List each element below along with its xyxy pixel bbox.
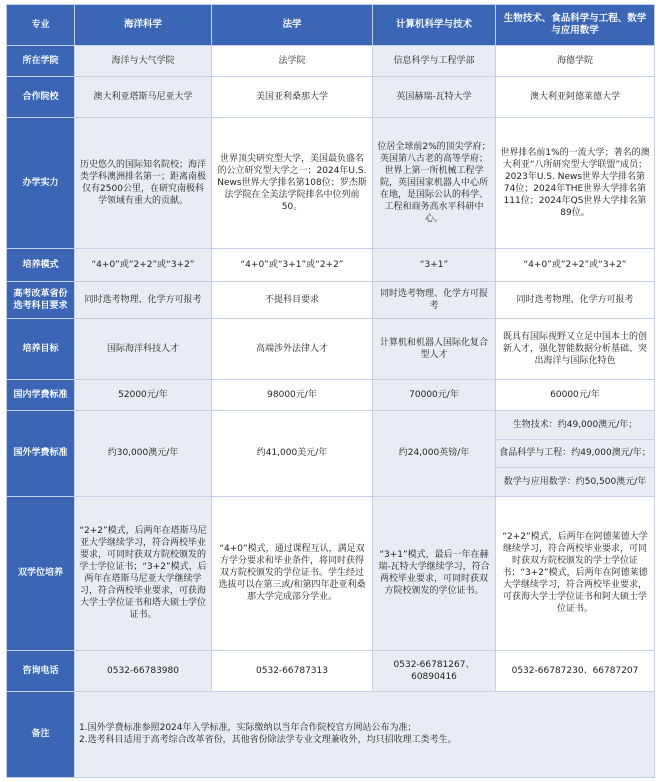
row-label: 培养目标 [7, 318, 75, 380]
foreign-fee-multi-cell [496, 410, 655, 496]
fee-line-biotech: 生物技术：约49,000澳元/年； [496, 411, 654, 440]
note-line-2: 2.选考科目适用于高考综合改革省份，其他省份除法学专业文理兼收外，均只招收理工类考生。 [79, 735, 457, 746]
row-phone [7, 650, 655, 691]
header-col-biotech-food-math: 生物技术、食品科学与工程、数学与应用数学 [496, 5, 655, 46]
table-cell: “3+1”模式，最后一年在赫瑞-瓦特大学继续学习，符合两校毕业要求，可同时获双方院校颁发的学位证书。 [373, 497, 496, 651]
header-col-marine-science: 海洋科学 [75, 5, 212, 46]
row-label: 备注 [7, 691, 75, 777]
table-cell: 52000元/年 [75, 380, 212, 411]
header-col-law: 法学 [212, 5, 373, 46]
header-col-computer-science: 计算机科学与技术 [373, 5, 496, 46]
table-cell: 澳大利亚阿德莱德大学 [496, 76, 655, 117]
row-domestic-fee [7, 380, 655, 411]
table-cell: “2+2”模式，后两年在阿德莱德大学继续学习，符合两校毕业要求，可同时获双方院校颁发的学士学位证书；“3+2”模式，后两年在阿德莱德大学继续学习，符合两校毕业要求，可获海大学士学位证书和阿大硕士学位证书。 [496, 497, 655, 651]
table-cell: 世界顶尖研究型大学，美国最负盛名的公立研究型大学之一；2024年U.S. News世界大学排名第108位；罗杰斯法学院在全美法学院排名中位列前50。 [212, 117, 373, 248]
row-label: 国内学费标准 [7, 380, 75, 411]
table-cell: 历史悠久的国际知名院校；海洋类学科澳洲排名第一；距离南极仅有2500公里，在研究南极科学领域有重大的贡献。 [75, 117, 212, 248]
table-cell: “2+2”模式，后两年在塔斯马尼亚大学继续学习，符合两校毕业要求，可同时获双方院校颁发的学士学位证书；“3+2”模式，后两年在塔斯马尼亚大学继续学习，符合两校毕业要求，可获海大学士学位证书和塔大硕士学位证书。 [75, 497, 212, 651]
header-row [7, 5, 655, 46]
table-cell: 海洋与大气学院 [75, 46, 212, 77]
table-cell: 60000元/年 [496, 380, 655, 411]
row-label: 咨询电话 [7, 650, 75, 691]
table-cell: 世界排名前1%的一流大学；著名的澳大利亚“八所研究型大学联盟”成员；2023年U.S. News世界大学排名第74位；2024年THE世界大学排名第111位；2024年QS世界大学排名第89位。 [496, 117, 655, 248]
notes-cell [75, 691, 655, 777]
row-label: 高考改革省份选考科目要求 [7, 281, 75, 318]
table-cell: “3+1” [373, 248, 496, 281]
row-label: 双学位培养 [7, 497, 75, 651]
table-cell: 高端涉外法律人才 [212, 318, 373, 380]
table-cell: 约30,000澳元/年 [75, 410, 212, 496]
table-cell: 70000元/年 [373, 380, 496, 411]
table-cell: 海德学院 [496, 46, 655, 77]
row-label: 合作院校 [7, 76, 75, 117]
table-cell: 98000元/年 [212, 380, 373, 411]
row-subjects [7, 281, 655, 318]
table-cell: 信息科学与工程学部 [373, 46, 496, 77]
row-notes [7, 691, 655, 777]
row-partner [7, 76, 655, 117]
table-cell: 计算机和机器人国际化复合型人才 [373, 318, 496, 380]
table-cell: 0532-66787313 [212, 650, 373, 691]
table-cell: 位居全球前2%的顶尖学府；英国第八古老的高等学府；世界上第一所机械工程学院，英国国家机器人中心所在地，是国际公认的科学、工程和商务高水平科研中心。 [373, 117, 496, 248]
fee-line-food-science: 食品科学与工程：约49,000澳元/年； [496, 440, 654, 469]
row-label: 所在学院 [7, 46, 75, 77]
table-cell: “4+0”模式，通过课程互认，满足双方学分要求和毕业条件，将同时获得双方院校颁发的学位证书。学生经过选拔可以在第三或/和第四年赴亚利桑那大学完成部分学业。 [212, 497, 373, 651]
row-label: 办学实力 [7, 117, 75, 248]
row-school [7, 46, 655, 77]
table-cell: 约24,000英镑/年 [373, 410, 496, 496]
table-cell: 法学院 [212, 46, 373, 77]
table-cell: 0532-66783980 [75, 650, 212, 691]
fee-line-math: 数学与应用数学：约50,500澳元/年 [503, 477, 647, 488]
header-label: 专业 [7, 5, 75, 46]
table-cell: “4+0”或“2+2”或“3+2” [75, 248, 212, 281]
note-line-1: 1.国外学费标准参照2024年入学标准，实际缴纳以当年合作院校官方网站公布为准； [79, 723, 417, 734]
table-cell: 约41,000美元/年 [212, 410, 373, 496]
table-cell: 0532-66787230、66787207 [496, 650, 655, 691]
foreign-fee-list [496, 411, 654, 496]
program-comparison-table [6, 4, 655, 778]
table-cell: 同时选考物理、化学方可报考 [496, 281, 655, 318]
row-mode [7, 248, 655, 281]
table-cell: 既具有国际视野又立足中国本土的创新人才，强化智能数据分析基础、突出海洋与国际化特色 [496, 318, 655, 380]
row-label: 国外学费标准 [7, 410, 75, 496]
row-goal [7, 318, 655, 380]
table-cell: 同时选考物理、化学方可报考 [75, 281, 212, 318]
row-strength [7, 117, 655, 248]
table-cell: “4+0”或“3+1”或“2+2” [212, 248, 373, 281]
table-cell: 澳大利亚塔斯马尼亚大学 [75, 76, 212, 117]
table-cell: 不提科目要求 [212, 281, 373, 318]
program-table-wrapper [6, 4, 654, 778]
table-cell: 英国赫瑞-瓦特大学 [373, 76, 496, 117]
table-cell: 美国亚利桑那大学 [212, 76, 373, 117]
table-cell: “4+0”或“2+2”或“3+2” [496, 248, 655, 281]
row-degree [7, 497, 655, 651]
table-cell: 同时选考物理、化学方可报考 [373, 281, 496, 318]
table-cell: 国际海洋科技人才 [75, 318, 212, 380]
row-foreign-fee [7, 410, 655, 496]
table-cell: 0532-66781267、60890416 [373, 650, 496, 691]
row-label: 培养模式 [7, 248, 75, 281]
